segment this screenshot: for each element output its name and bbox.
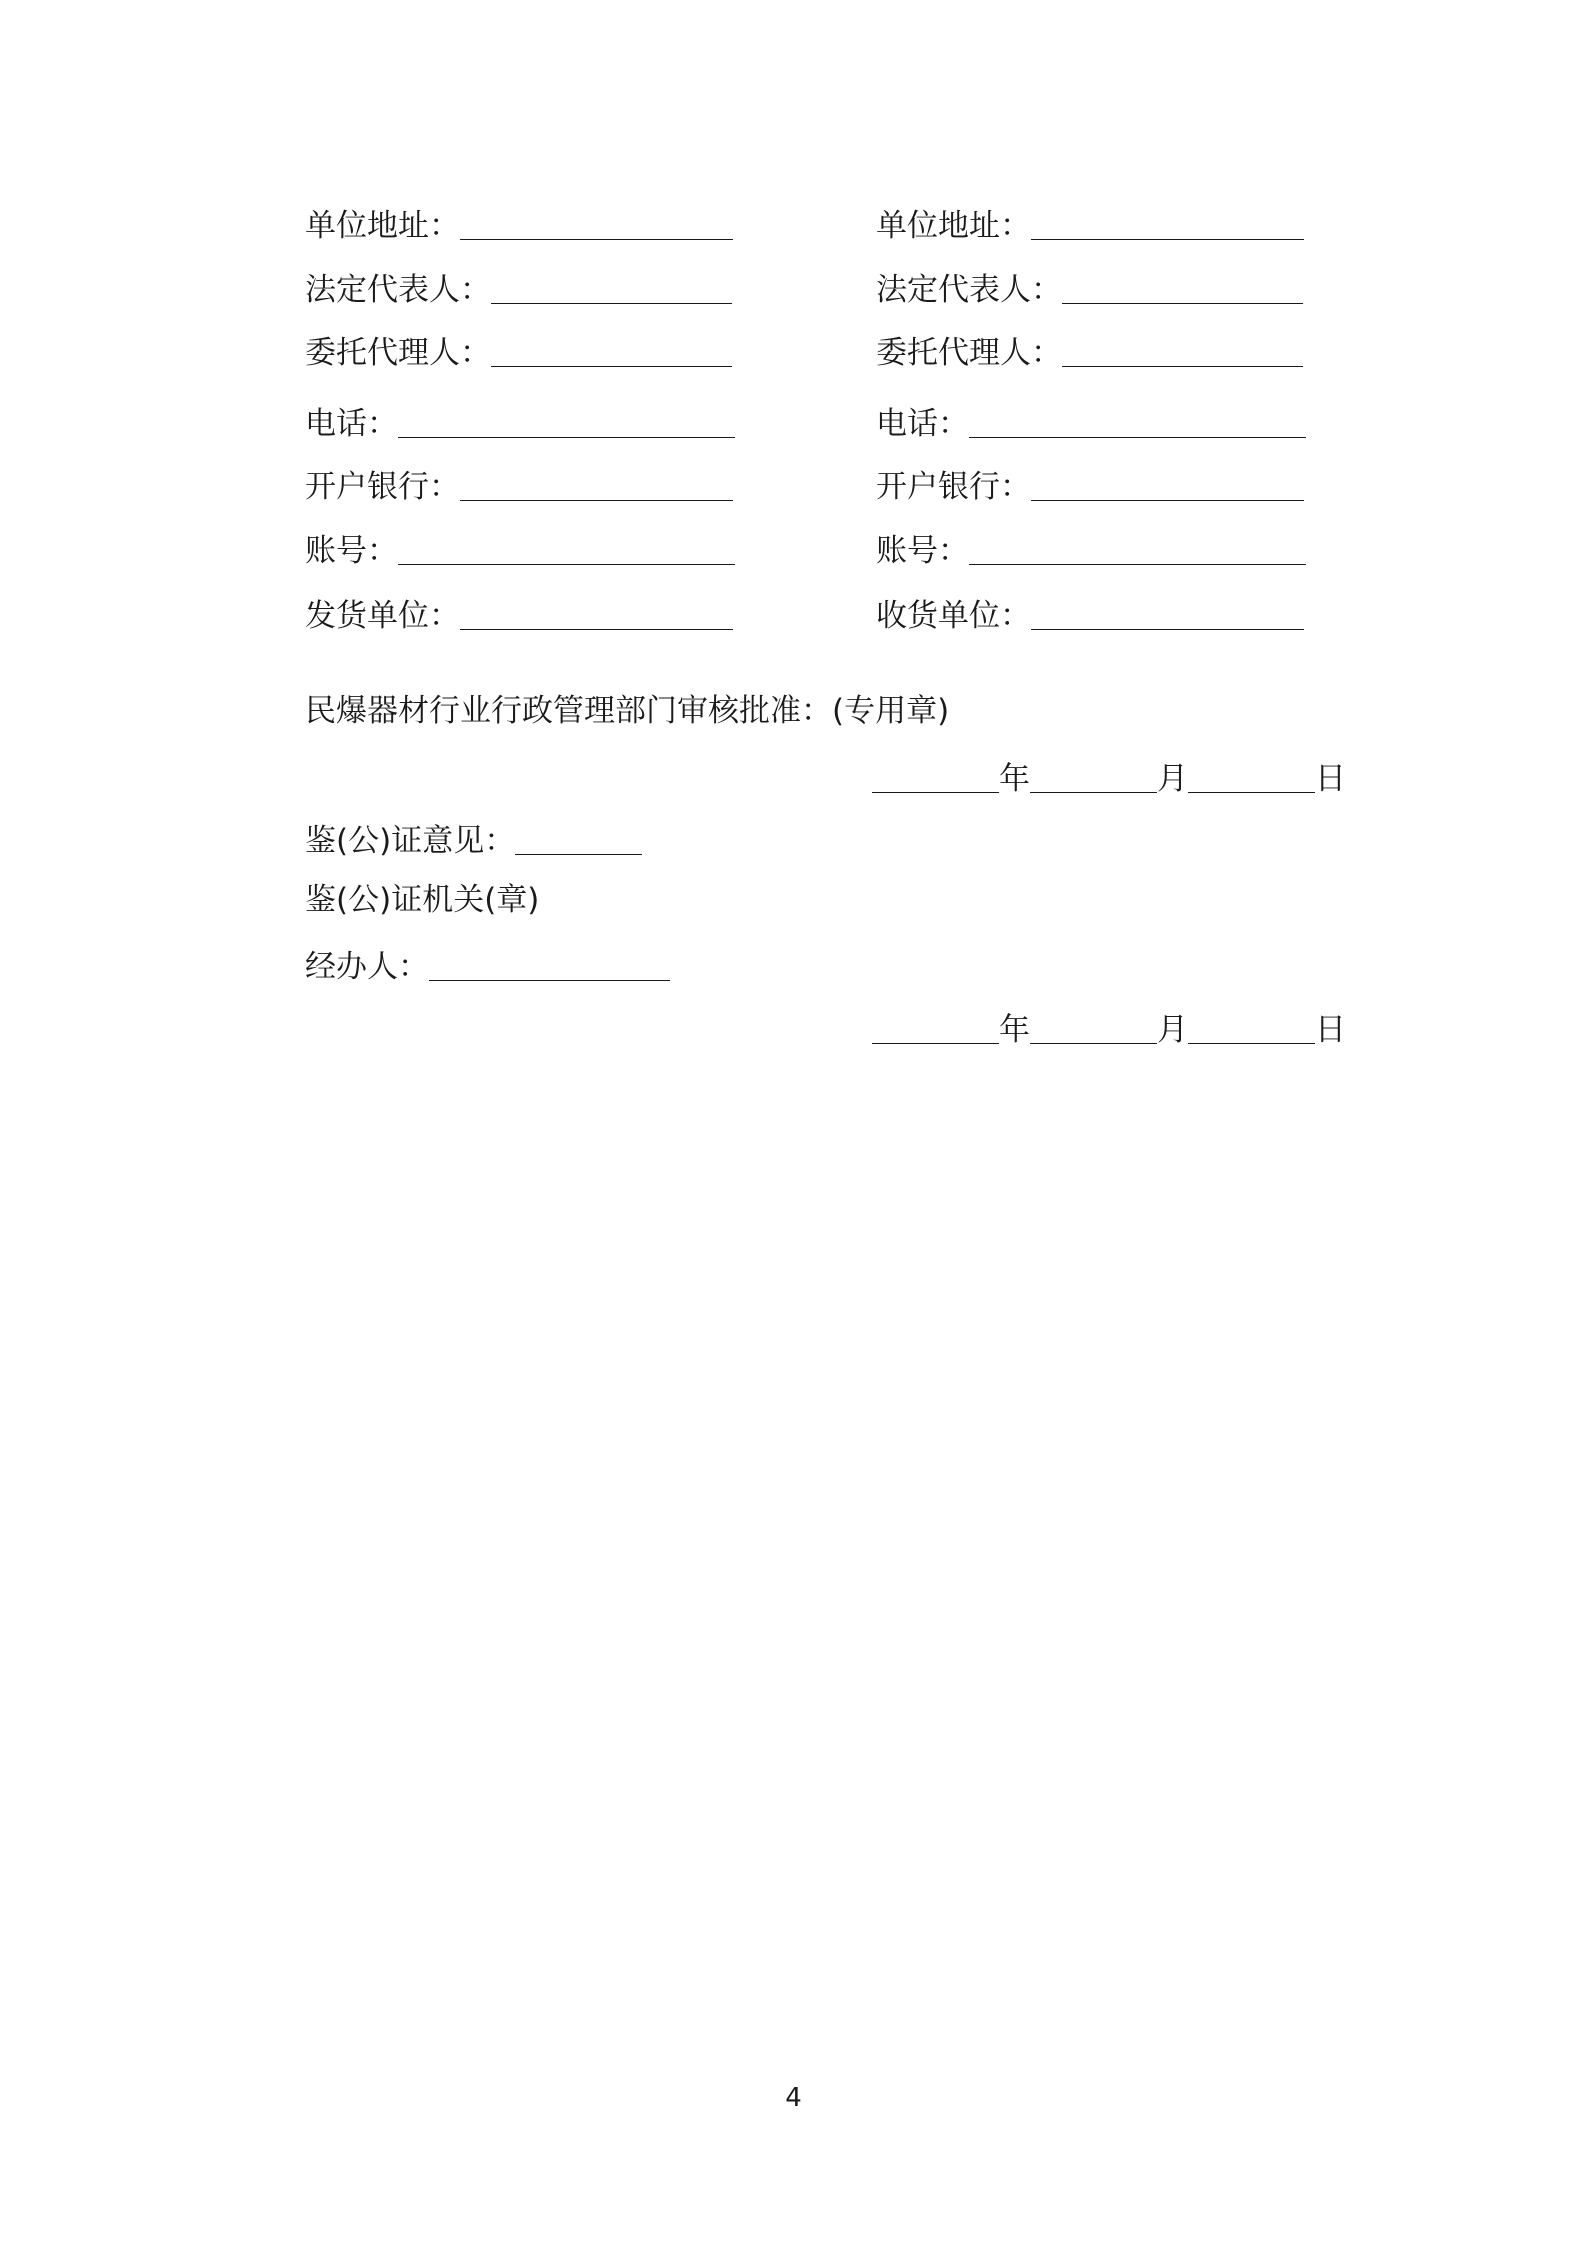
left-legal-rep-blank[interactable] [491,302,732,304]
approval-day-label: 日 [1315,761,1346,797]
left-bank-field [305,461,733,505]
right-legal-rep-blank[interactable] [1062,302,1303,304]
left-phone-blank[interactable] [398,436,735,438]
left-agent-field [305,327,732,371]
notary-month-blank[interactable] [1030,1042,1157,1044]
right-agent-field [876,327,1303,371]
left-bank-label: 开户银行： [305,469,460,505]
right-bank-label: 开户银行： [876,469,1031,505]
left-address-field [305,200,733,244]
left-agent-label: 委托代理人： [305,335,491,371]
left-legal-rep-label: 法定代表人： [305,272,491,308]
handler-field [305,941,670,985]
approval-month-label: 月 [1157,761,1188,797]
left-address-label: 单位地址： [305,208,460,244]
shipper-blank[interactable] [460,628,733,630]
consignee-label: 收货单位： [876,598,1031,634]
right-phone-field [876,398,1306,442]
left-phone-field [305,398,735,442]
left-address-blank[interactable] [460,238,733,240]
approval-date [872,753,1346,797]
right-account-blank[interactable] [969,563,1306,565]
notary-day-label: 日 [1315,1012,1346,1048]
notary-year-blank[interactable] [872,1042,999,1044]
notary-day-blank[interactable] [1188,1042,1315,1044]
shipper-label: 发货单位： [305,598,460,634]
shipper-field [305,590,733,634]
notary-opinion-label: 鉴(公)证意见： [305,823,516,859]
handler-label: 经办人： [305,949,429,985]
left-bank-blank[interactable] [460,499,733,501]
right-account-label: 账号： [876,533,969,569]
approval-year-label: 年 [999,761,1030,797]
right-phone-blank[interactable] [969,436,1306,438]
right-bank-blank[interactable] [1031,499,1304,501]
left-account-blank[interactable] [398,563,735,565]
approval-month-blank[interactable] [1030,791,1157,793]
left-legal-rep-field [305,264,732,308]
consignee-field [876,590,1304,634]
right-legal-rep-field [876,264,1303,308]
right-address-blank[interactable] [1031,238,1304,240]
right-account-field [876,525,1306,569]
right-agent-blank[interactable] [1062,365,1303,367]
notary-authority-text: 鉴(公)证机关(章) [305,882,540,918]
right-address-field [876,200,1304,244]
notary-date [872,1004,1346,1048]
right-legal-rep-label: 法定代表人： [876,272,1062,308]
notary-year-label: 年 [999,1012,1030,1048]
notary-opinion-field [305,815,642,859]
right-bank-field [876,461,1304,505]
right-agent-label: 委托代理人： [876,335,1062,371]
right-address-label: 单位地址： [876,208,1031,244]
left-agent-blank[interactable] [491,365,732,367]
handler-blank[interactable] [429,979,670,981]
right-phone-label: 电话： [876,406,969,442]
consignee-blank[interactable] [1031,628,1304,630]
notary-month-label: 月 [1157,1012,1188,1048]
left-account-label: 账号： [305,533,398,569]
left-phone-label: 电话： [305,406,398,442]
approval-text: 民爆器材行业行政管理部门审核批准：(专用章) [305,693,950,729]
notary-opinion-blank[interactable] [515,853,642,855]
approval-year-blank[interactable] [872,791,999,793]
approval-day-blank[interactable] [1188,791,1315,793]
page-number: 4 [785,2083,802,2113]
left-account-field [305,525,735,569]
